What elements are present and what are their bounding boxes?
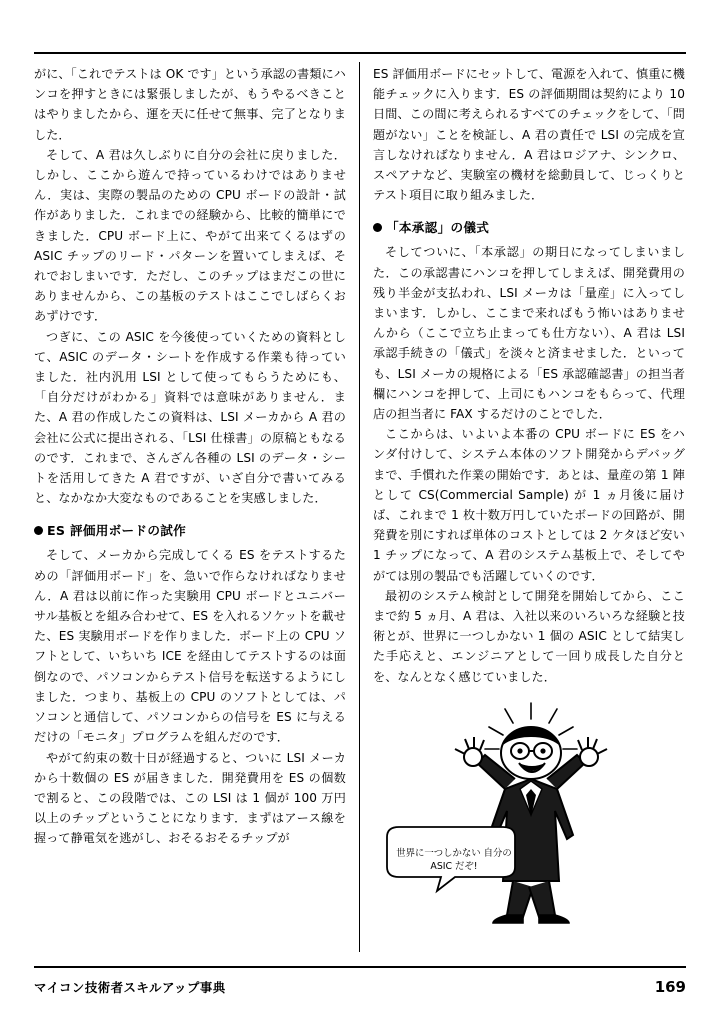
paragraph: 最初のシステム検討として開発を開始してから、ここまで約 5 ヵ月、A 君は、入社以来のいろいろな経験と技術とが、世界に一つしかない 1 個の ASIC として結実した手応えと、エンジニアとして一回り成長した自分とを、なんとなく感じていました． [373,588,685,684]
footer-book-title: マイコン技術者スキルアップ事典 [34,980,226,995]
top-rule [34,52,686,54]
paragraph: やがて約束の数十日が経過すると、ついに LSI メーカから十数個の ES が届きました．開発費用を ES の個数で割ると、この段階では、この LSI は 1 個が 100 万円以上のチップということになります．まずはアース線を握って静電気を逃がし、おそるおそるチップが [34,750,346,846]
section-heading-honshonin [373,218,685,237]
bullet-icon [34,526,43,535]
bottom-rule [34,966,686,968]
page-footer [34,978,686,996]
paragraph: そしてついに、「本承認」の期日になってしまいました．この承認書にハンコを押してしまえば、開発費用の残り半金が支払われ、LSI メーカは「量産」に入ってしまいます．しかし、ここまで来ればもう怖いはありませんから（ここで立ち止まっても仕方ない）、A 君は LSI 承認手続きの「儀式」を淡々と済ませました．といっても、LSI メーカの規格による「ES 承認確認書」の担当者欄にハンコを押して、上司にもハンコをもらって、代理店の担当者に FAX するだけのことでした． [373,245,685,422]
cheering-man-illustration [373,697,685,929]
right-column [373,64,685,952]
speech-bubble-text: 世界に一つしかない 自分の ASIC だぞ! [396,847,512,872]
paragraph: がに、「これでテストは OK です」という承認の書類にハンコを押すときには緊張しましたが、もうやるべきことはやりましたから、運を天に任せて無事、完了となりました． [34,67,346,142]
section-heading-label: ES 評価用ボードの試作 [47,523,187,539]
page-number: 169 [654,978,686,996]
section-heading-es-board [34,521,346,540]
paragraph: ここからは、いよいよ本番の CPU ボードに ES をハンダ付けして、システム本体のソフト開発からデバッグまで、手慣れた作業の開始です．あとは、量産の第 1 陣として CS(Commercial Sample) が 1 ヵ月後に届けば、これまで 1 枚十数万円していたボードの回路が、開発費を別にすれば単体のコストとしては 2 ケタほど安い 1 チップになって、A 君のシステム基板上で、そしてやがては別の製品でも活躍していくのです． [373,427,685,583]
body-columns [34,64,686,952]
paragraph: そして、A 君は久しぶりに自分の会社に戻りました．しかし、ここから遊んで持っているわけではありません．実は、実際の製品のための CPU ボードの設計・試作がありました．これまでの経験から、比較的簡単にできました．CPU ボード上に、やがて出来てくるはずの ASIC チップのリード・パターンを置いてしまえば、それでおしまいです．ただし、このチップはまだこの世にありませんから、この基板のテストはここでしばらくおあずけです． [34,147,346,324]
paragraph: つぎに、この ASIC を今後使っていくための資料として、ASIC のデータ・シートを作成する作業も待っていました．社内汎用 LSI として使ってもらうためにも、「自分だけがわかる」資料では意味がありません．また、A 君の作成したこの資料は、LSI メーカから A 君の会社に公式に提出される、「LSI 仕様書」の原稿ともなるのです．これまで、さんざん各種の LSI のデータ・シートを活用してきた A 君ですが、いざ自分で書いてみると、なかなか大変なものであることを実感しました． [34,329,346,506]
paragraph: そして、メーカから完成してくる ES をテストするための「評価用ボード」を、急いで作らなければなりません．A 君は以前に作った実験用 CPU ボードとユニバーサル基板とを組み合わせて、ES を入れるソケットを載せた、ES 実験用ボードを作りました．ボード上の CPU ソフトとして、いちいち ICE を経由してテストするのは面倒なので、パソコンからテスト信号を転送するようにしました．つまり、基板上の CPU のソフトとしては、パソコンと通信して、パソコンからの信号を ES に与えるだけの「モニタ」プログラムを組んだのです． [34,548,346,745]
bullet-icon [373,223,382,232]
left-column [34,64,346,952]
paragraph: ES 評価用ボードにセットして、電源を入れて、慎重に機能チェックに入ります．ES の評価期間は契約により 10 日間、この間に考えられるすべてのチェックをして、「問題がない」ことを検証し、A 君の責任で LSI の完成を宣言しなければなりません．A 君はロジアナ、シンクロ、スペアナなど、実験室の機材を総動員して、じっくりとテスト項目に取り組みました． [373,67,685,203]
section-heading-label: 「本承認」の儀式 [386,220,490,236]
